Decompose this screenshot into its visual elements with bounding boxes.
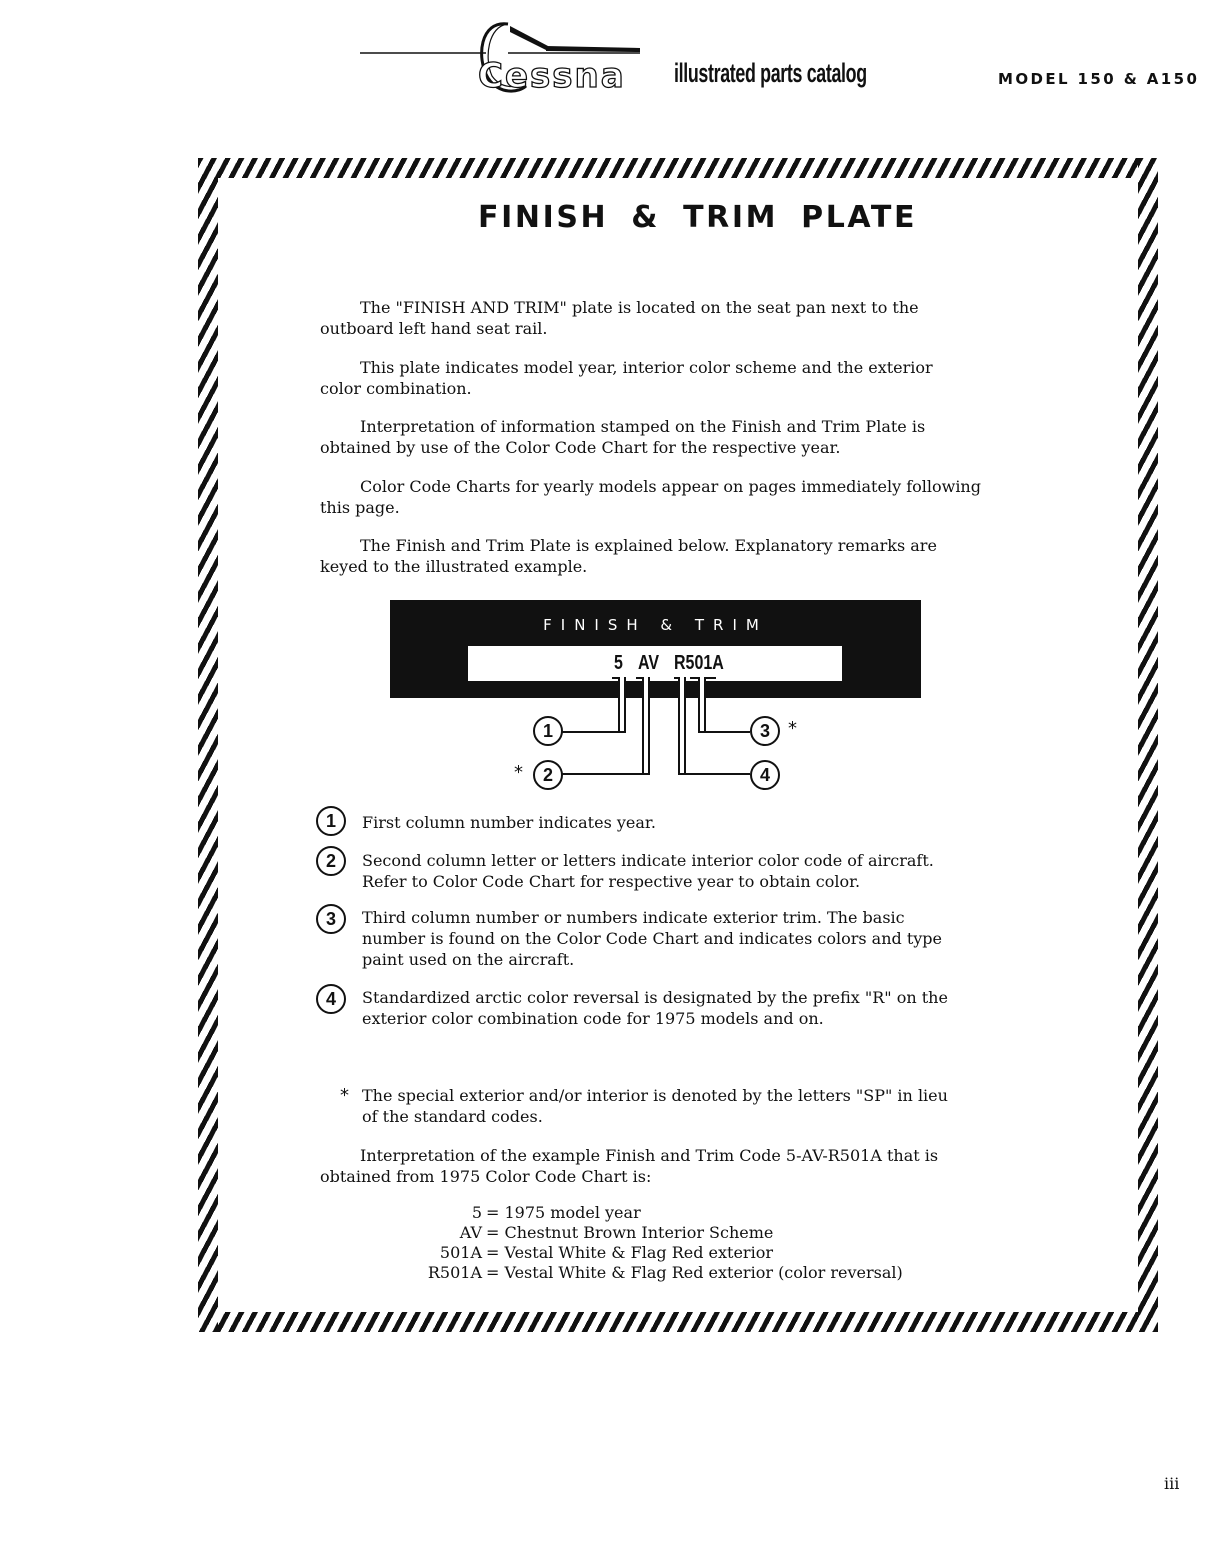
- item-1-number: 1: [316, 806, 346, 836]
- callout-2: 2: [533, 760, 563, 790]
- paragraph-1: [320, 297, 1040, 339]
- item-2-line-2: Refer to Color Code Chart for respective year to obtain color.: [362, 872, 861, 891]
- paragraph-4: [320, 476, 1040, 518]
- logo-wordmark: Cessna: [478, 56, 626, 96]
- paragraph-2-line-1: This plate indicates model year, interior color scheme and the exterior: [360, 358, 933, 377]
- interpretation-code-2: AV: [459, 1223, 482, 1242]
- plate-title: FINISH & TRIM: [543, 616, 768, 634]
- border-bottom: [198, 1312, 1158, 1332]
- paragraph-3-line-2: obtained by use of the Color Code Chart for the respective year.: [320, 438, 841, 457]
- paragraph-5-line-2: keyed to the illustrated example.: [320, 557, 588, 576]
- paragraph-5: [320, 535, 1040, 577]
- page-title: FINISH & TRIM PLATE: [478, 200, 918, 235]
- item-3-line-1: Third column number or numbers indicate exterior trim. The basic: [362, 908, 905, 927]
- note-line-1: The special exterior and/or interior is denoted by the letters "SP" in lieu: [362, 1086, 948, 1105]
- item-3-line-3: paint used on the aircraft.: [362, 950, 575, 969]
- item-3-text: [362, 907, 1042, 970]
- item-3-number: 3: [316, 904, 346, 934]
- border-right: [1138, 158, 1158, 1332]
- paragraph-2-line-2: color combination.: [320, 379, 472, 398]
- item-4-line-2: exterior color combination code for 1975 models and on.: [362, 1009, 824, 1028]
- note-text: [362, 1085, 1042, 1127]
- cessna-logo: [360, 18, 690, 98]
- interpretation-code-4: R501A: [427, 1263, 482, 1282]
- note-asterisk: *: [340, 1085, 349, 1106]
- interpretation-desc-3: = Vestal White & Flag Red exterior: [486, 1243, 773, 1262]
- paragraph-2: [320, 357, 1040, 399]
- interpretation-line-1: Interpretation of the example Finish and Trim Code 5-AV-R501A that is: [360, 1146, 939, 1165]
- plate-code-exterior: R501A: [674, 652, 724, 674]
- catalog-title: illustrated parts catalog: [674, 58, 867, 88]
- note-line-2: of the standard codes.: [362, 1107, 543, 1126]
- item-1-line-1: First column number indicates year.: [362, 813, 656, 832]
- callout-4: 4: [750, 760, 780, 790]
- item-2-text: [362, 850, 1042, 892]
- paragraph-1-line-2: outboard left hand seat rail.: [320, 319, 548, 338]
- callout-3-asterisk: *: [788, 718, 797, 739]
- item-4-line-1: Standardized arctic color reversal is designated by the prefix "R" on the: [362, 988, 948, 1007]
- paragraph-3-line-1: Interpretation of information stamped on the Finish and Trim Plate is: [360, 417, 926, 436]
- finish-trim-plate: [390, 600, 921, 698]
- plate-code-year: 5: [614, 652, 623, 674]
- interpretation-table: [392, 1203, 1032, 1287]
- model-title: MODEL 150 & A150: [998, 70, 1200, 88]
- interpretation-line-2: obtained from 1975 Color Code Chart is:: [320, 1167, 652, 1186]
- plate-code-interior: AV: [638, 652, 660, 674]
- interpretation-code-1: 5: [471, 1203, 482, 1222]
- interpretation-code-3: 501A: [439, 1243, 482, 1262]
- border-left: [198, 158, 218, 1332]
- paragraph-3: [320, 416, 1040, 458]
- paragraph-4-line-2: this page.: [320, 498, 400, 517]
- page-number: iii: [1164, 1474, 1180, 1493]
- item-4-number: 4: [316, 984, 346, 1014]
- item-2-line-1: Second column letter or letters indicate interior color code of aircraft.: [362, 851, 934, 870]
- item-1-text: [362, 812, 1042, 833]
- interpretation-intro: [320, 1145, 1040, 1187]
- callout-3: 3: [750, 716, 780, 746]
- paragraph-5-line-1: The Finish and Trim Plate is explained below. Explanatory remarks are: [360, 536, 937, 555]
- item-3-line-2: number is found on the Color Code Chart and indicates colors and type: [362, 929, 943, 948]
- paragraph-1-line-1: The "FINISH AND TRIM" plate is located on the seat pan next to the: [360, 298, 919, 317]
- item-4-text: [362, 987, 1042, 1029]
- interpretation-desc-2: = Chestnut Brown Interior Scheme: [486, 1223, 774, 1242]
- interpretation-desc-1: = 1975 model year: [486, 1203, 641, 1222]
- callout-2-asterisk: *: [514, 762, 523, 783]
- interpretation-desc-4: = Vestal White & Flag Red exterior (color reversal): [486, 1263, 903, 1282]
- item-2-number: 2: [316, 846, 346, 876]
- paragraph-4-line-1: Color Code Charts for yearly models appear on pages immediately following: [360, 477, 981, 496]
- callout-1: 1: [533, 716, 563, 746]
- border-top: [198, 158, 1158, 178]
